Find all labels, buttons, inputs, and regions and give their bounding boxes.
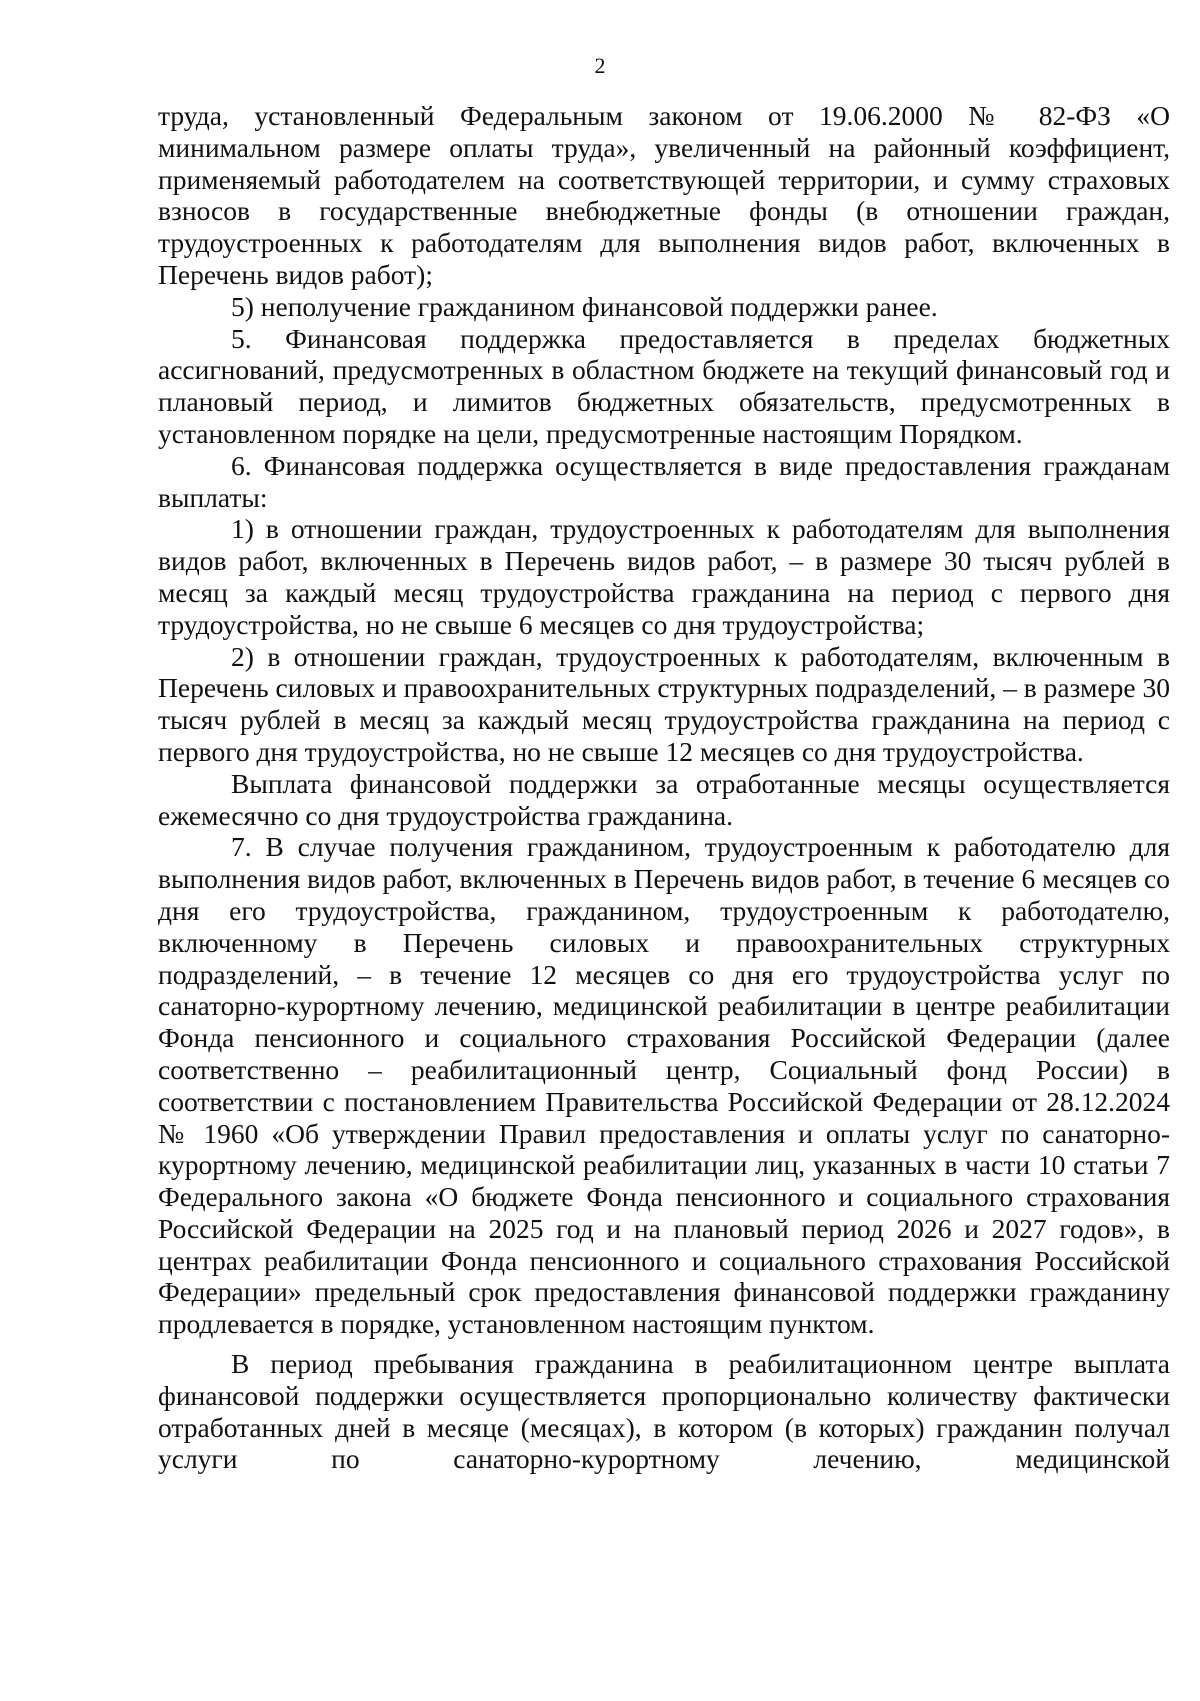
paragraph-rehabilitation-period: В период пребывания гражданина в реабилитационном центре выплата финансовой поддержки осуществляется пропорционально количеству фактически отработанных дней в месяце (месяцах), в котором (в которых) гражданин получал услуги по санаторно-курортному лечению, медицинской [158, 1348, 1170, 1475]
page-number: 2 [594, 53, 606, 78]
paragraph-clause-6-item-1: 1) в отношении граждан, трудоустроенных к работодателям для выполнения видов работ, включенных в Перечень видов работ, – в размере 30 тысяч рублей в месяц за каждый месяц трудоустройства гражданина на период с первого дня трудоустройства, но не свыше 6 месяцев со дня трудоустройства; [158, 513, 1170, 640]
paragraph-clause-6-item-2: 2) в отношении граждан, трудоустроенных к работодателям, включенным в Перечень силовых и правоохранительных структурных подразделений, – в размере 30 тысяч рублей в месяц за каждый месяц трудоустройства гражданина на период с первого дня трудоустройства, но не свыше 12 месяцев со дня трудоустройства. [158, 640, 1170, 767]
paragraph-item-5-condition: 5) неполучение гражданином финансовой поддержки ранее. [231, 290, 938, 322]
paragraph-clause-7: 7. В случае получения гражданином, трудоустроенным к работодателю для выполнения видов работ, включенных в Перечень видов работ, в течение 6 месяцев со дня его трудоустройства, гражданином, трудоустроенным к работодателю, включенному в Перечень силовых и правоохранительных структурных подразделений, – в течение 12 месяцев со дня его трудоустройства услуг по санаторно-курортному лечению, медицинской реабилитации в центре реабилитации Фонда пенсионного и социального страхования Российской Федерации (далее соответственно – реабилитационный центр, Социальный фонд России) в соответствии с постановлением Правительства Российской Федерации от 28.12.2024 № 1960 «Об утверждении Правил предоставления и оплаты услуг по санаторно-курортному лечению, медицинской реабилитации лиц, указанных в части 10 статьи 7 Федерального закона «О бюджете Фонда пенсионного и социального страхования Российской Федерации на 2025 год и на плановый период 2026 и 2027 годов», в центрах реабилитации Фонда пенсионного и социального страхования Российской Федерации» предельный срок предоставления финансовой поддержки гражданину продлевается в порядке, установленном настоящим пунктом. [158, 831, 1170, 1340]
document-body [158, 100, 1170, 1475]
paragraph-continuation: труда, установленный Федеральным законом от 19.06.2000 № 82-ФЗ «О минимальном размере оплаты труда», увеличенный на районный коэффициент, применяемый работодателем на соответствующей территории, и сумму страховых взносов в государственные внебюджетные фонды (в отношении граждан, трудоустроенных к работодателям для выполнения видов работ, включенных в Перечень видов работ); [158, 100, 1170, 290]
paragraph-payment-note: Выплата финансовой поддержки за отработанные месяцы осуществляется ежемесячно со дня трудоустройства гражданина. [158, 767, 1170, 831]
paragraph-clause-6: 6. Финансовая поддержка осуществляется в виде предоставления гражданам выплаты: [158, 449, 1170, 513]
paragraph-clause-5: 5. Финансовая поддержка предоставляется в пределах бюджетных ассигнований, предусмотренных в областном бюджете на текущий финансовый год и плановый период, и лимитов бюджетных обязательств, предусмотренных в установленном порядке на цели, предусмотренные настоящим Порядком. [158, 322, 1170, 449]
